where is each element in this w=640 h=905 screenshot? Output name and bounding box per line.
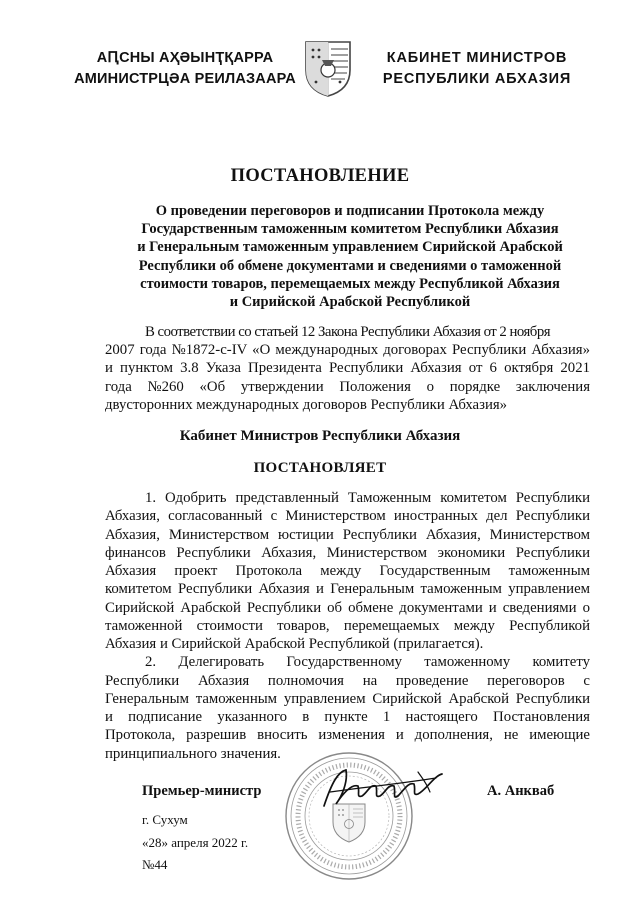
item-2-line: принципиального значения. <box>105 745 281 762</box>
signature-icon <box>318 762 448 818</box>
intro-paragraph <box>105 323 590 414</box>
header-left-line1: АԤСНЫ АҲӘЫНҬҚАРРА <box>96 50 274 66</box>
item-1-line: Абхазия, согласованный с Министерством иностранных дел Республики <box>105 508 590 525</box>
item-2-line: 2. Делегировать Государственному таможенному комитету <box>145 654 590 671</box>
signatory-name: А. Анкваб <box>487 783 555 799</box>
intro-line: 2007 года №1872-с-IV «О международных договорах Республики Абхазия» <box>105 342 590 359</box>
subject-line: О проведении переговоров и подписании Протокола между <box>155 203 545 219</box>
subject-line: стоимости товаров, перемещаемых между Республикой Абхазия <box>140 275 560 292</box>
item-2-line: Республики Абхазия полномочия на проведение переговоров с <box>105 672 590 689</box>
document-number: №44 <box>142 857 168 872</box>
intro-line: В соответствии со статьей 12 Закона Республики Абхазия от 2 ноября <box>145 324 550 340</box>
document-date: «28» апреля 2022 г. <box>142 835 249 850</box>
item-1-line: Сирийской Арабской Республики об обмене документами и сведениями о <box>105 599 590 616</box>
signatory-role: Премьер-министр <box>142 783 262 799</box>
subject-line: Республики об обмене документами и сведениями о таможенной <box>138 257 562 274</box>
decree-body <box>105 489 590 763</box>
header-left-line2: АМИНИСТРЦӘА РЕИЛАЗААРА <box>74 71 296 87</box>
subject-line: Государственным таможенным комитетом Республики Абхазия <box>141 221 559 238</box>
cabinet-heading: Кабинет Министров Республики Абхазия <box>179 428 461 444</box>
item-1-line: 1. Одобрить представленный Таможенным комитетом Республики <box>145 490 590 506</box>
document-title: ПОСТАНОВЛЕНИЕ <box>230 166 410 186</box>
item-1-line: Абхазия проект Протокола между Государственным таможенным <box>105 563 590 579</box>
item-2-line: и подписание указанного в пункте 1 настоящего Постановления <box>105 709 590 725</box>
item-1-line: финансов Республики Абхазия, Министерством экономики Республики <box>105 544 590 561</box>
subject-line: и Сирийской Арабской Республикой <box>229 294 471 311</box>
item-1-line: Абхазия, Министерством юстиции Республики Абхазия, Министерством <box>105 526 590 543</box>
item-2-line: Протокола, разрешив вносить изменения и дополнения, не имеющие <box>105 727 590 744</box>
city: г. Сухум <box>142 812 188 827</box>
intro-line: и пунктом 3.8 Указа Президента Республики Абхазия от 6 октября 2021 <box>105 360 590 377</box>
header-left <box>70 48 300 90</box>
decree-heading: ПОСТАНОВЛЯЕТ <box>253 460 387 476</box>
intro-line: года №260 «Об утверждении Положения о порядке заключения <box>105 378 590 395</box>
subject-line: и Генеральным таможенным управлением Сирийской Арабской <box>137 239 563 256</box>
document-subject <box>120 202 580 311</box>
item-1-line: Абхазия и Сирийской Арабской Республикой (прилагается). <box>105 636 484 652</box>
item-1-line: комитетом Республики Абхазия и Генеральным таможенным управлением <box>105 581 590 598</box>
item-2-line: Генеральным таможенным управлением Сирийской Арабской Республики <box>105 690 590 707</box>
intro-line: двусторонних международных договоров Республики Абхазия» <box>105 396 508 413</box>
header-right-line1: КАБИНЕТ МИНИСТРОВ <box>386 50 568 66</box>
coat-of-arms-icon <box>304 40 352 98</box>
header-right <box>372 48 582 90</box>
header-right-line2: РЕСПУБЛИКИ АБХАЗИЯ <box>382 71 572 87</box>
item-1-line: таможенной стоимости товаров, перемещаемых между Республикой <box>105 617 590 634</box>
